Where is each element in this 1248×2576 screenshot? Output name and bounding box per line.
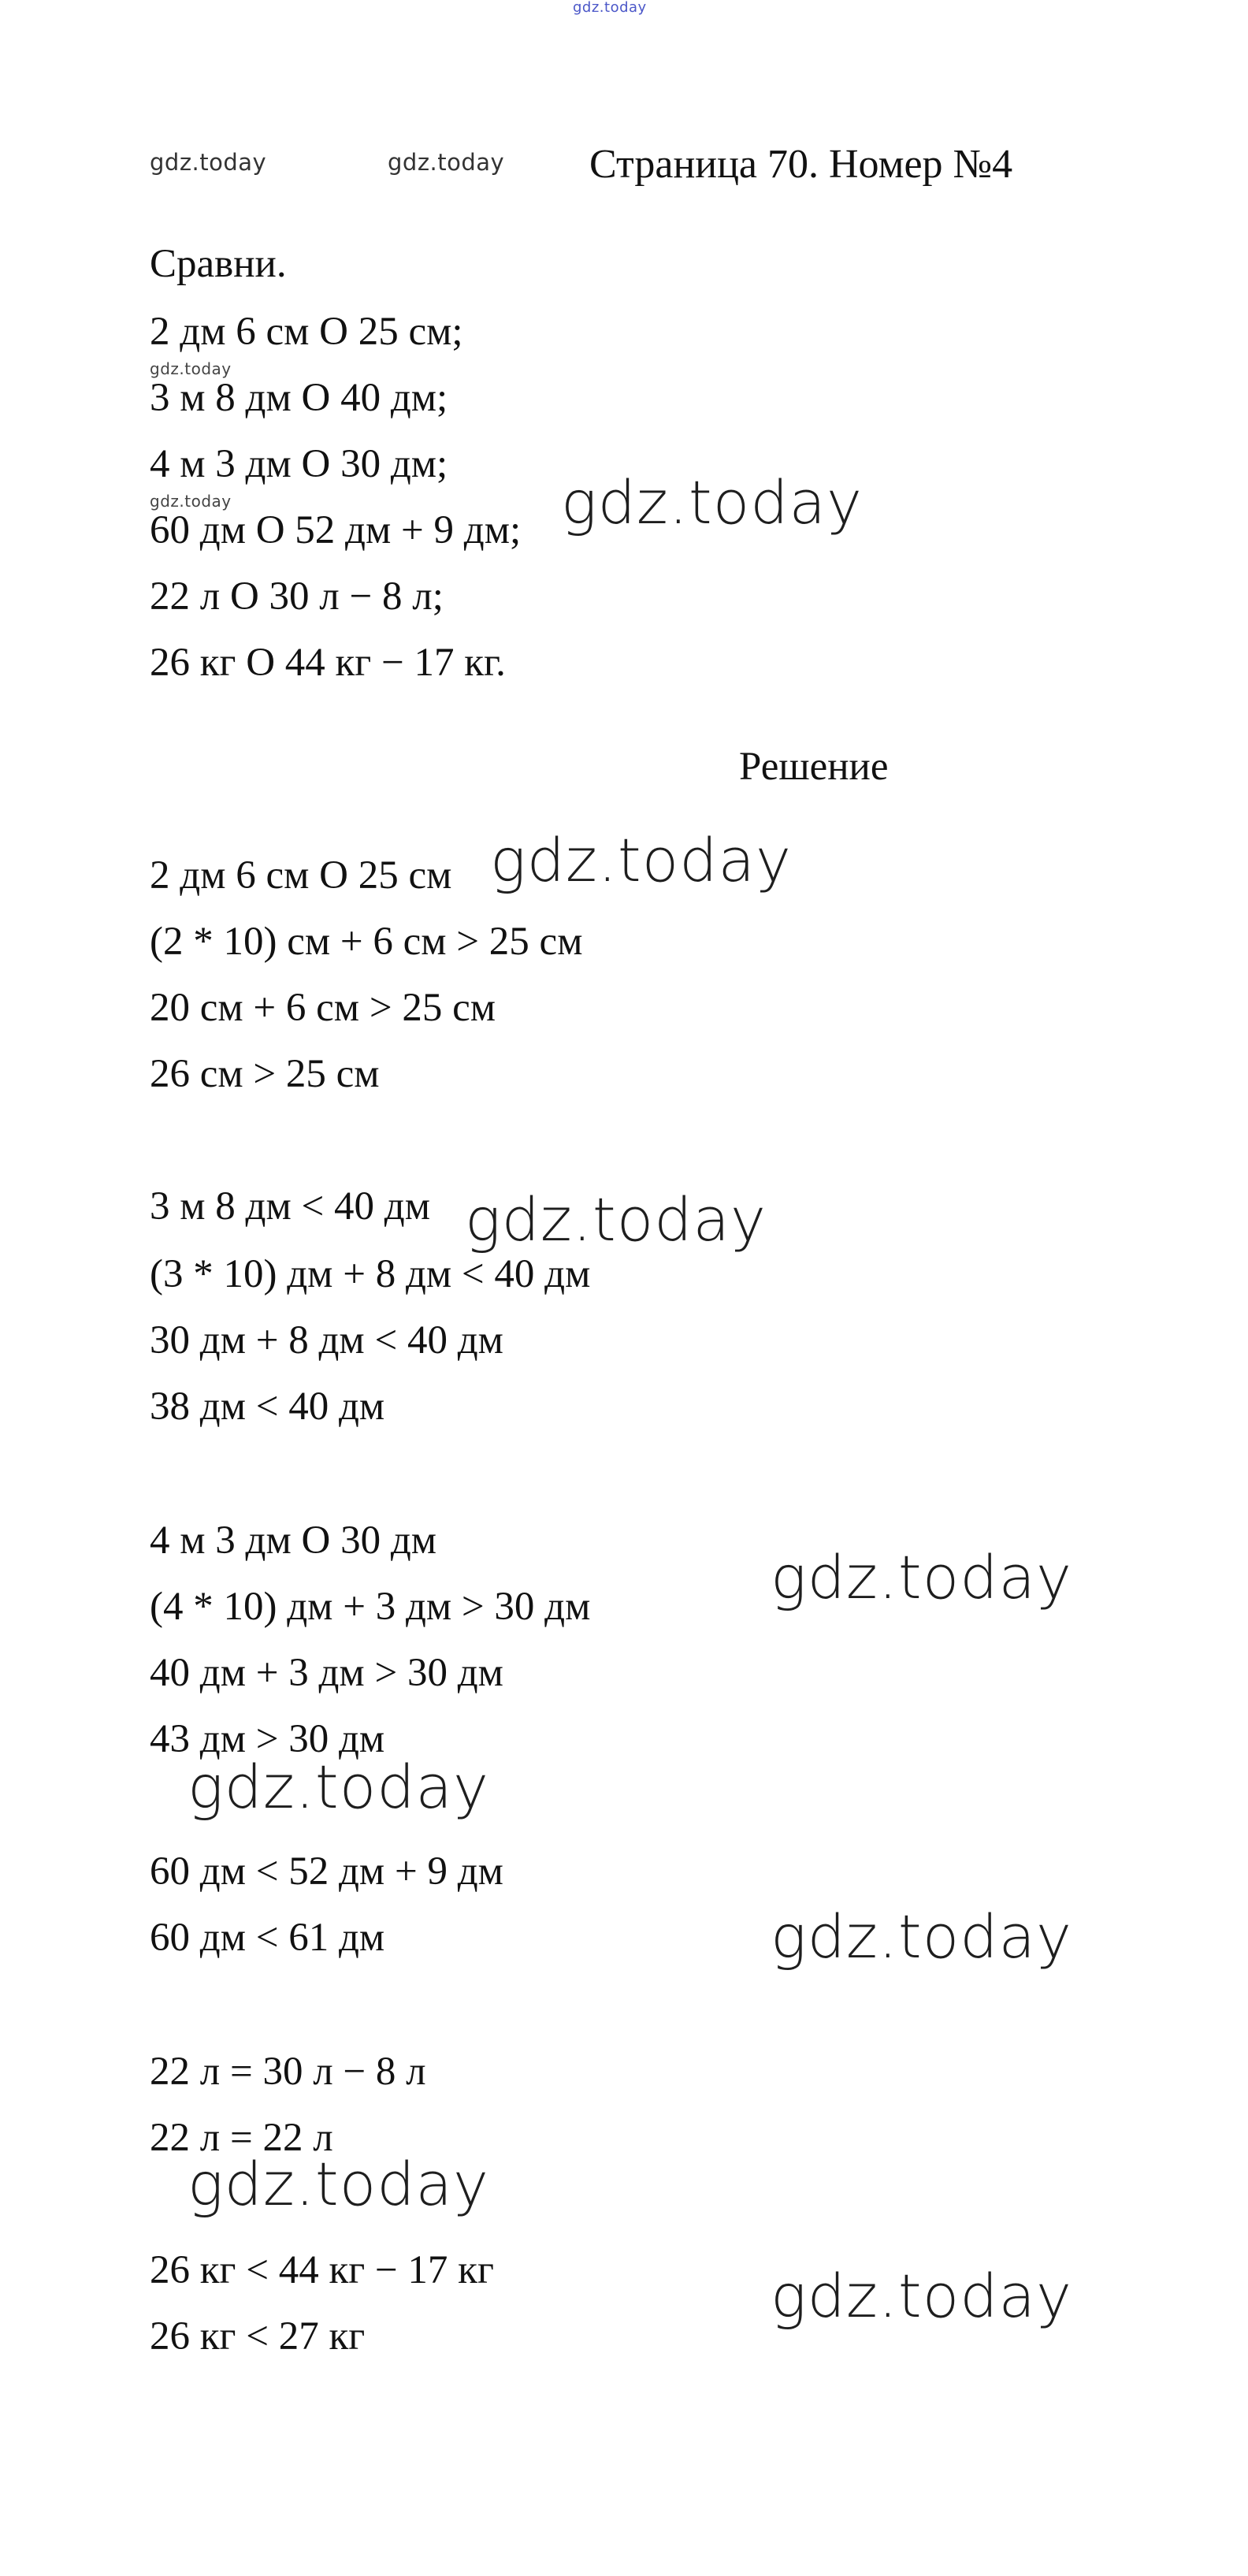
solution-2-line-1: 3 м 8 дм < 40 дм: [150, 1184, 430, 1229]
solution-4-line-1: 60 дм < 52 дм + 9 дм: [150, 1849, 503, 1894]
task-line-3: 4 м 3 дм О 30 дм;: [150, 442, 448, 486]
task-line-5: 22 л О 30 л − 8 л;: [150, 574, 444, 619]
page-title: Страница 70. Номер №4: [589, 142, 1013, 187]
solution-1-line-3: 20 см + 6 см > 25 см: [150, 986, 496, 1030]
watermark-header-mid: gdz.today: [388, 149, 505, 176]
solution-3-line-2: (4 * 10) дм + 3 дм > 30 дм: [150, 1585, 591, 1629]
watermark-big-1: gdz.today: [561, 467, 863, 537]
watermark-big-4: gdz.today: [771, 1542, 1072, 1612]
task-heading: Сравни.: [150, 242, 287, 286]
watermark-big-6: gdz.today: [771, 1901, 1072, 1972]
watermark-big-2: gdz.today: [490, 825, 792, 895]
solution-3-line-3: 40 дм + 3 дм > 30 дм: [150, 1651, 503, 1695]
solution-2-line-2: (3 * 10) дм + 8 дм < 40 дм: [150, 1252, 591, 1296]
solution-1-line-2: (2 * 10) см + 6 см > 25 см: [150, 920, 583, 964]
watermark-top: gdz.today: [573, 0, 647, 16]
watermark-tiny-2: gdz.today: [150, 492, 232, 511]
solution-2-line-3: 30 дм + 8 дм < 40 дм: [150, 1318, 503, 1362]
solution-3-line-1: 4 м 3 дм О 30 дм: [150, 1518, 437, 1563]
watermark-big-3: gdz.today: [465, 1184, 767, 1255]
solution-1-line-4: 26 см > 25 см: [150, 1052, 380, 1096]
solution-6-line-1: 26 кг < 44 кг − 17 кг: [150, 2248, 494, 2292]
solution-heading: Решение: [739, 745, 889, 789]
task-line-1: 2 дм 6 см О 25 см;: [150, 310, 463, 354]
task-line-6: 26 кг О 44 кг − 17 кг.: [150, 641, 506, 685]
watermark-big-7: gdz.today: [188, 2149, 489, 2219]
solution-5-line-2: 22 л = 22 л: [150, 2116, 333, 2160]
watermark-big-5: gdz.today: [188, 1752, 489, 1822]
task-line-4: 60 дм О 52 дм + 9 дм;: [150, 508, 522, 552]
watermark-big-8: gdz.today: [771, 2261, 1072, 2331]
solution-1-line-1: 2 дм 6 см О 25 см: [150, 853, 452, 898]
solution-3-line-4: 43 дм > 30 дм: [150, 1717, 385, 1761]
solution-4-line-2: 60 дм < 61 дм: [150, 1916, 385, 1960]
solution-6-line-2: 26 кг < 27 кг: [150, 2314, 366, 2359]
solution-5-line-1: 22 л = 30 л − 8 л: [150, 2050, 426, 2094]
watermark-header-left: gdz.today: [150, 149, 267, 176]
watermark-tiny-1: gdz.today: [150, 359, 232, 378]
solution-2-line-4: 38 дм < 40 дм: [150, 1385, 385, 1429]
task-line-2: 3 м 8 дм О 40 дм;: [150, 376, 448, 420]
